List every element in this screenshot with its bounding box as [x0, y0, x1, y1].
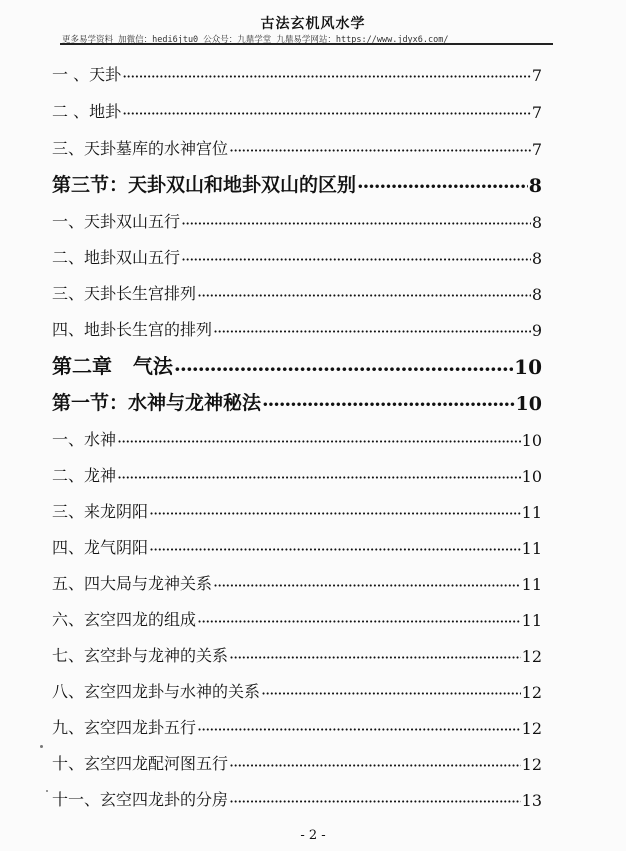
toc-entry-page: 8	[531, 213, 542, 232]
toc-entry-page: 7	[531, 66, 542, 85]
toc-entry-title: 四、地卦长生宫的排列	[52, 320, 213, 339]
toc-leader-dots	[229, 143, 531, 159]
toc-leader-dots	[197, 722, 521, 738]
toc-leader-dots	[122, 106, 531, 122]
toc-entry	[52, 715, 542, 738]
toc-leader-dots	[229, 650, 521, 666]
toc-entry-title: 一、水神	[52, 430, 117, 449]
toc-leader-dots	[213, 578, 521, 594]
header-subtitle: 更多易学资料 加微信：hedi6jtu0 公众号：九鼎学堂 九鼎易学网站：https://www.jdyx6.com/	[62, 35, 449, 45]
toc-entry	[52, 679, 542, 702]
toc-entry	[52, 427, 542, 450]
toc-entry	[52, 62, 542, 85]
toc-entry-page: 13	[521, 791, 542, 810]
toc-entry-page: 12	[521, 647, 542, 666]
toc-entry-title: 二、地卦双山五行	[52, 248, 181, 267]
toc-entry	[52, 99, 542, 122]
toc-entry-title: 一、天卦双山五行	[52, 212, 181, 231]
toc-entry-title: 六、玄空四龙的组成	[52, 610, 197, 629]
toc-entry	[52, 136, 542, 159]
toc-entry-title: 二、龙神	[52, 466, 117, 485]
toc-entry-title: 四、龙气阴阳	[52, 538, 149, 557]
toc-leader-dots	[117, 434, 521, 450]
toc-section-heading	[52, 388, 542, 415]
toc-entry	[52, 245, 542, 268]
toc-entry-title: 二 、地卦	[52, 102, 122, 121]
toc-leader-dots	[261, 686, 521, 702]
toc-leader-dots	[149, 542, 521, 558]
toc-entry-page: 10	[521, 467, 542, 486]
toc-entry	[52, 463, 542, 486]
toc-leader-dots	[181, 216, 531, 232]
toc-entry-page: 9	[531, 321, 542, 340]
toc-entry-title: 第一节：水神与龙神秘法	[52, 392, 262, 414]
toc-entry	[52, 209, 542, 232]
toc-entry-title: 五、四大局与龙神关系	[52, 574, 213, 593]
toc-entry	[52, 571, 542, 594]
toc-entry-title: 第三节：天卦双山和地卦双山的区别	[52, 174, 357, 196]
toc-entry	[52, 607, 542, 630]
toc-entry-page: 12	[521, 719, 542, 738]
toc-leader-dots	[357, 178, 528, 197]
header-rule	[60, 43, 553, 45]
toc-entry-page: 10	[515, 393, 542, 415]
toc-entry-page: 8	[531, 285, 542, 304]
toc-entry-page: 8	[528, 175, 542, 197]
toc-leader-dots	[117, 470, 521, 486]
toc-leader-dots	[262, 396, 515, 415]
toc-entry-title: 九、玄空四龙卦五行	[52, 718, 197, 737]
toc-leader-dots	[197, 614, 521, 630]
toc-entry-title: 十一、玄空四龙卦的分房	[52, 790, 229, 809]
toc-entry-page: 7	[531, 103, 542, 122]
toc-leader-dots	[197, 288, 531, 304]
toc-entry-page: 11	[521, 539, 542, 558]
toc-entry	[52, 643, 542, 666]
toc-entry-page: 8	[531, 249, 542, 268]
toc-entry	[52, 317, 542, 340]
scan-speck	[40, 745, 43, 748]
toc-entry	[52, 535, 542, 558]
toc-entry-page: 11	[521, 611, 542, 630]
toc-leader-dots	[229, 794, 521, 810]
toc-entry	[52, 787, 542, 810]
toc-entry	[52, 499, 542, 522]
toc-leader-dots	[229, 758, 521, 774]
toc-entry-title: 三、来龙阴阳	[52, 502, 149, 521]
toc-entry-page: 7	[531, 140, 542, 159]
toc-entry-page: 12	[521, 683, 542, 702]
toc-entry	[52, 751, 542, 774]
toc-entry-page: 10	[521, 431, 542, 450]
toc-entry-title: 十、玄空四龙配河图五行	[52, 754, 229, 773]
toc-entry-page: 11	[521, 575, 542, 594]
toc-leader-dots	[174, 359, 513, 379]
toc-entry-page: 11	[521, 503, 542, 522]
toc-entry-title: 七、玄空卦与龙神的关系	[52, 646, 229, 665]
toc-entry-page: 12	[521, 755, 542, 774]
toc-entry-title: 一 、天卦	[52, 65, 122, 84]
toc-entry	[52, 281, 542, 304]
toc-section-heading	[52, 170, 542, 197]
toc-entry-title: 八、玄空四龙卦与水神的关系	[52, 682, 261, 701]
toc-leader-dots	[181, 252, 531, 268]
scan-speck	[46, 790, 48, 792]
header-title: 古法玄机风水学	[260, 16, 366, 32]
toc-entry-page: 10	[514, 355, 542, 379]
page-number: - 2 -	[300, 828, 326, 843]
toc-entry-title: 三、天卦墓库的水神宫位	[52, 139, 229, 158]
toc-entry-title: 第二章 气法	[52, 354, 173, 378]
toc-leader-dots	[122, 69, 531, 85]
toc-leader-dots	[213, 324, 531, 340]
toc-leader-dots	[149, 506, 521, 522]
toc-entry-title: 三、天卦长生宫排列	[52, 284, 197, 303]
toc-chapter-heading	[52, 350, 542, 379]
